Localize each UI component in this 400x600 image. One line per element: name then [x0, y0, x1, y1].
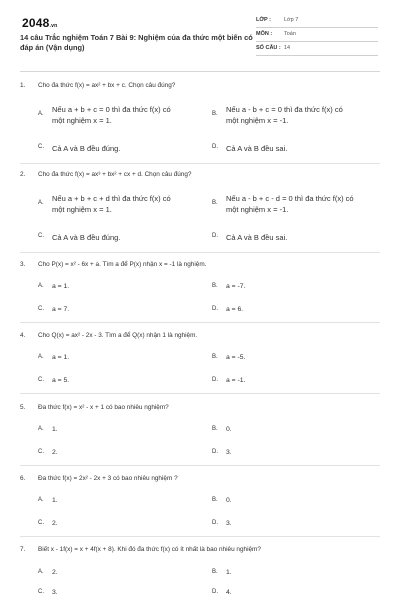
option-text-line1: Cả A và B đều sai.	[226, 233, 288, 242]
option-text-line2: một nghiệm x = 1.	[52, 116, 112, 125]
meta-class-key: LỚP :	[256, 17, 271, 23]
meta-class-row	[256, 16, 378, 28]
option-text-line1: Nếu a - b + c = 0 thì đa thức f(x) có	[226, 105, 343, 114]
option-text: 3.	[226, 520, 232, 527]
option-letter: B.	[212, 569, 218, 575]
option-text: 3.	[226, 449, 232, 456]
option-letter: A.	[38, 200, 44, 206]
option-letter: A.	[38, 354, 44, 360]
meta-subject-value: Toán	[284, 31, 296, 37]
logo-suffix: .vn	[49, 23, 58, 29]
option-letter: C.	[38, 377, 44, 383]
question-number: 1.	[20, 82, 26, 89]
option-letter: D.	[212, 449, 218, 455]
option-text: 0.	[226, 426, 232, 433]
question-stem: Đa thức f(x) = x² - x + 1 có bao nhiêu nghiệm?	[38, 404, 169, 411]
meta-count-key: SỐ CÂU :	[256, 45, 281, 51]
question-stem: Đa thức f(x) = 2x² - 2x + 3 có bao nhiêu nghiệm ?	[38, 475, 178, 482]
question-stem: Cho đa thức f(x) = ax³ + bx² + cx + d. Chọn câu đúng?	[38, 171, 192, 178]
option-text-line1: Cả A và B đều đúng.	[52, 233, 121, 242]
question-stem: Biết x - 1f(x) = x + 4f(x + 8). Khi đó đa thức f(x) có ít nhất là bao nhiêu nghiệm?	[38, 546, 261, 553]
option-letter: C.	[38, 520, 44, 526]
question-divider	[20, 163, 380, 164]
option-text: a = 1.	[52, 283, 70, 290]
option-letter: A.	[38, 426, 44, 432]
option-text: 2.	[52, 569, 58, 576]
meta-class-value: Lớp 7	[284, 17, 299, 23]
option-text: 1.	[52, 497, 58, 504]
meta-count-value: 14	[284, 45, 291, 51]
option-text: a = 1.	[52, 354, 70, 361]
option-text-line1: Cả A và B đều đúng.	[52, 144, 121, 153]
option-text-line1: Nếu a + b + c = 0 thì đa thức f(x) có	[52, 105, 171, 114]
option-letter: B.	[212, 200, 218, 206]
site-logo[interactable]	[22, 16, 57, 30]
option-letter: C.	[38, 449, 44, 455]
option-text: 2.	[52, 520, 58, 527]
option-letter: B.	[212, 111, 218, 117]
option-letter: A.	[38, 497, 44, 503]
option-text-line2: một nghiệm x = -1.	[226, 205, 289, 214]
option-letter: D.	[212, 520, 218, 526]
question-number: 7.	[20, 546, 26, 553]
question-stem: Cho đa thức f(x) = ax² + bx + c. Chọn câu đúng?	[38, 82, 176, 89]
option-letter: A.	[38, 111, 44, 117]
question-divider	[20, 536, 380, 537]
question-stem: Cho P(x) = x² - 6x + a. Tìm a để P(x) nhận x = -1 là nghiệm.	[38, 261, 207, 268]
option-text: 0.	[226, 497, 232, 504]
option-text: a = -7.	[226, 283, 246, 290]
option-text: 2.	[52, 449, 58, 456]
header-divider	[20, 71, 380, 72]
page-title: 14 câu Trắc nghiệm Toán 7 Bài 9: Nghiệm của đa thức một biến có đáp án (Vận dụng)	[20, 33, 253, 52]
question-divider	[20, 393, 380, 394]
option-text: 4.	[226, 589, 232, 596]
question-divider	[20, 465, 380, 466]
option-letter: D.	[212, 144, 218, 150]
option-letter: C.	[38, 589, 44, 595]
option-text: 1.	[226, 569, 232, 576]
option-text: a = 5.	[52, 377, 70, 384]
option-letter: C.	[38, 306, 44, 312]
option-letter: D.	[212, 589, 218, 595]
option-letter: A.	[38, 283, 44, 289]
question-number: 6.	[20, 475, 26, 482]
question-number: 4.	[20, 332, 26, 339]
question-number: 2.	[20, 171, 26, 178]
option-letter: D.	[212, 306, 218, 312]
option-text: a = 7.	[52, 306, 70, 313]
question-divider	[20, 252, 380, 253]
option-letter: A.	[38, 569, 44, 575]
question-divider	[20, 322, 380, 323]
option-letter: B.	[212, 497, 218, 503]
option-text: 1.	[52, 426, 58, 433]
question-stem: Cho Q(x) = ax² - 2x - 3. Tìm a để Q(x) nhận 1 là nghiệm.	[38, 332, 198, 339]
question-number: 3.	[20, 261, 26, 268]
option-letter: D.	[212, 377, 218, 383]
question-number: 5.	[20, 404, 26, 411]
option-text-line1: Cả A và B đều sai.	[226, 144, 288, 153]
option-letter: B.	[212, 283, 218, 289]
option-text: a = -1.	[226, 377, 246, 384]
option-text-line2: một nghiệm x = -1.	[226, 116, 289, 125]
meta-count-row	[256, 44, 378, 56]
option-text-line1: Nếu a - b + c - d = 0 thì đa thức f(x) có	[226, 194, 354, 203]
option-letter: D.	[212, 233, 218, 239]
option-text-line2: một nghiệm x = 1.	[52, 205, 112, 214]
meta-subject-key: MÔN :	[256, 31, 273, 37]
option-text: a = -5.	[226, 354, 246, 361]
option-letter: B.	[212, 354, 218, 360]
logo-main: 2048	[22, 16, 50, 30]
option-letter: C.	[38, 144, 44, 150]
option-text: 3.	[52, 589, 58, 596]
meta-subject-row	[256, 30, 378, 42]
option-text-line1: Nếu a + b + c + d thì đa thức f(x) có	[52, 194, 171, 203]
option-letter: C.	[38, 233, 44, 239]
option-text: a = 6.	[226, 306, 244, 313]
option-letter: B.	[212, 426, 218, 432]
